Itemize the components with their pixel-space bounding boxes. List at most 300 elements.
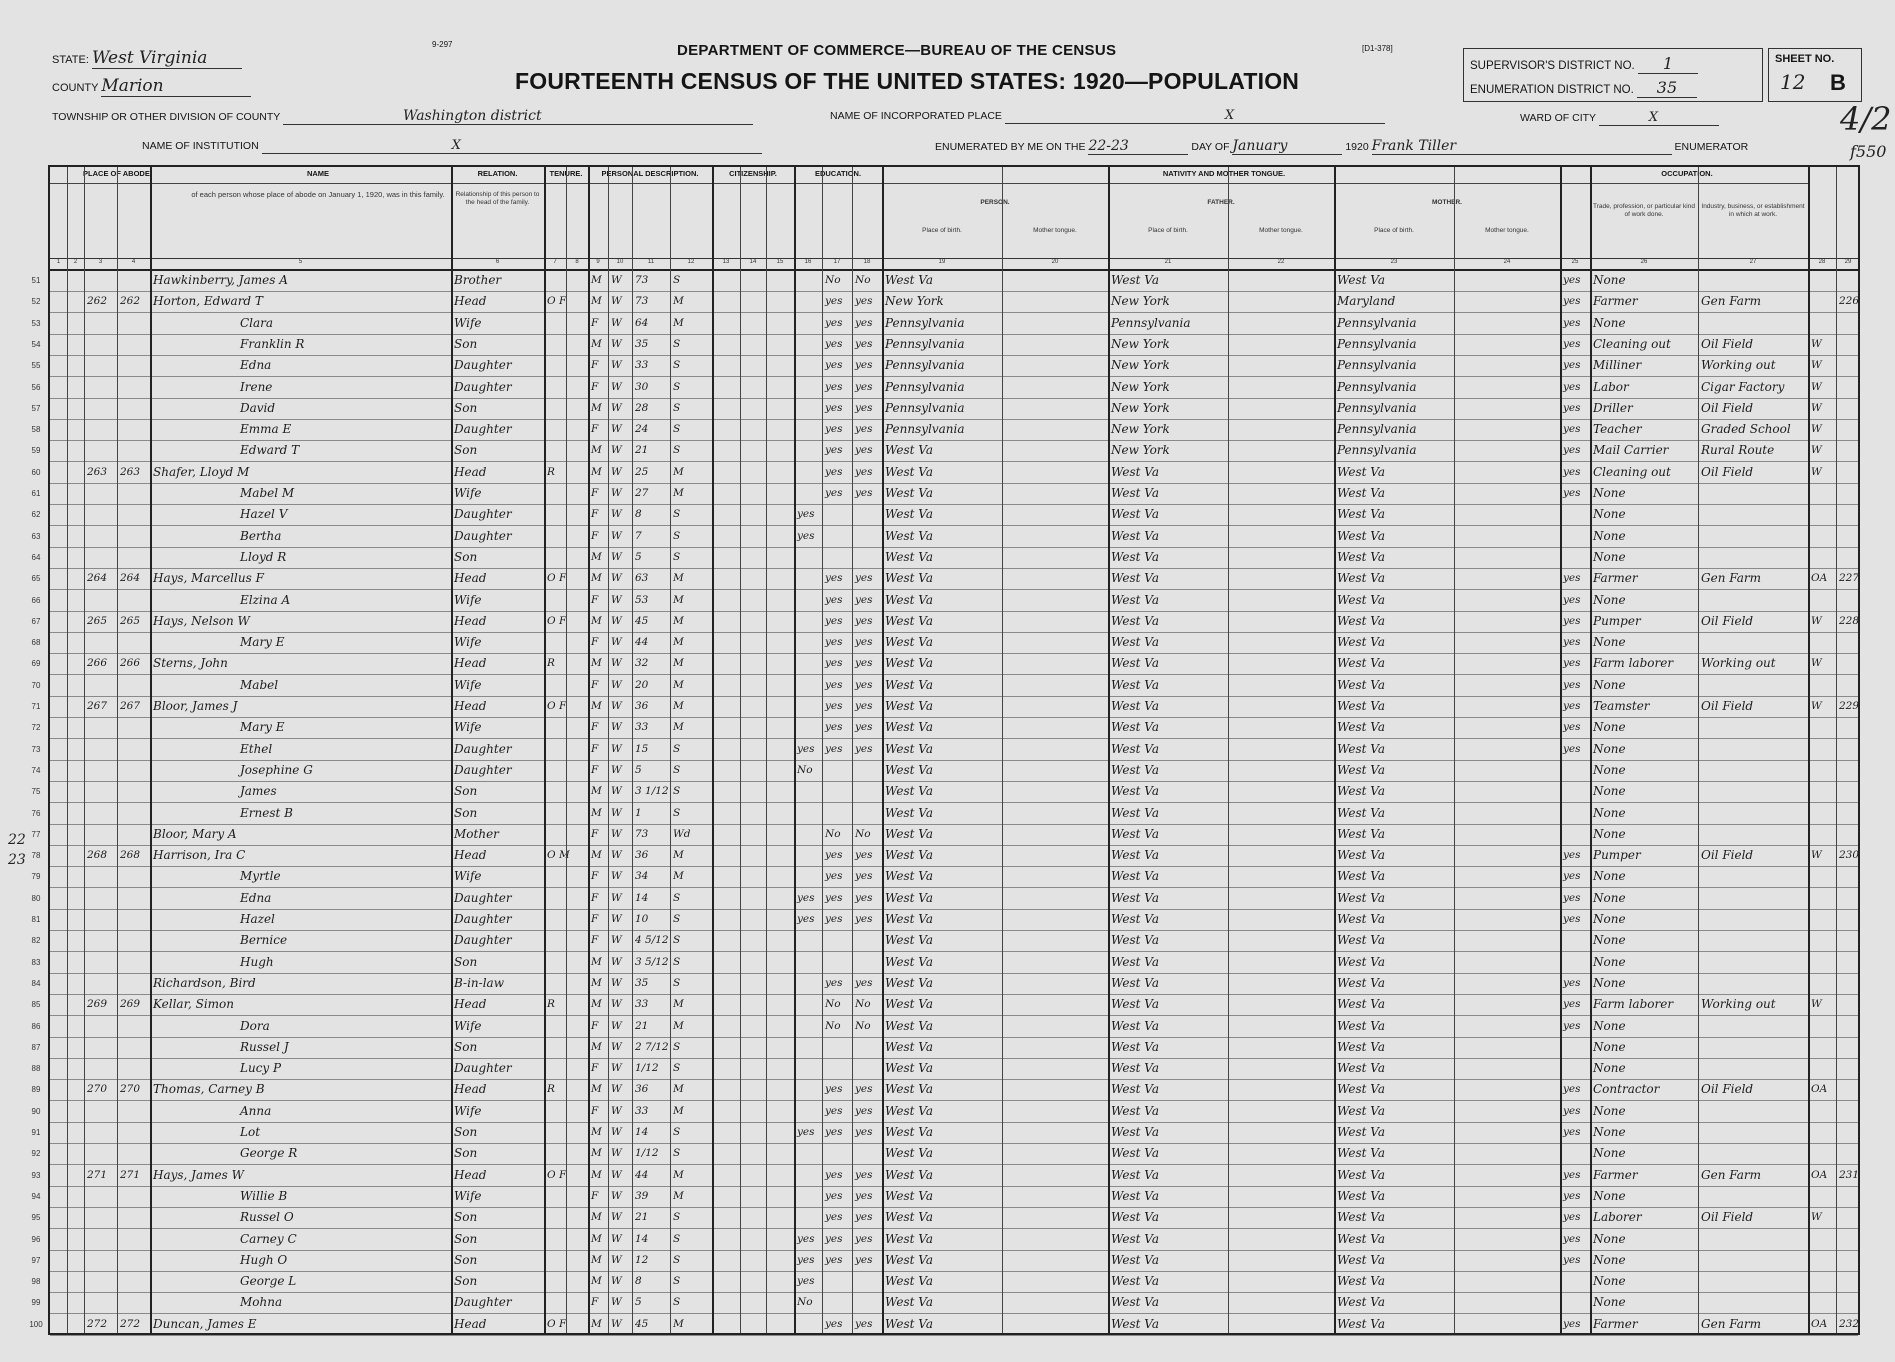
cell-rel: Daughter bbox=[454, 1295, 512, 1310]
cell-race: W bbox=[611, 870, 622, 883]
cell-name: Irene bbox=[240, 379, 273, 394]
table-row bbox=[31, 1037, 1858, 1059]
line-number: 65 bbox=[31, 574, 41, 584]
cell-occ: None bbox=[1593, 486, 1626, 500]
cell-pb: West Va bbox=[885, 592, 933, 607]
cell-eng: yes bbox=[1563, 572, 1581, 585]
line-number: 61 bbox=[31, 489, 41, 498]
line-number: 62 bbox=[31, 510, 41, 520]
cell-race: W bbox=[611, 423, 622, 436]
cell-race: W bbox=[611, 1211, 622, 1224]
cell-pb: New York bbox=[885, 294, 944, 309]
line-number: 100 bbox=[29, 1319, 43, 1329]
cell-eng: yes bbox=[1563, 444, 1581, 457]
cell-age: 28 bbox=[635, 401, 649, 414]
cell-cls: OA bbox=[1811, 572, 1828, 585]
cell-cls: W bbox=[1811, 337, 1822, 350]
column-divider bbox=[740, 167, 741, 1333]
cell-race: W bbox=[611, 401, 622, 414]
sheet-value: 12 bbox=[1780, 70, 1806, 94]
cell-fpb: New York bbox=[1111, 336, 1170, 351]
cell-name: Hazel bbox=[240, 912, 275, 926]
cell-name: Elzina A bbox=[240, 592, 291, 607]
column-divider bbox=[451, 167, 453, 1333]
cell-race: W bbox=[611, 550, 622, 563]
cell-occ: None bbox=[1593, 1295, 1626, 1310]
column-divider bbox=[794, 167, 796, 1333]
head-father: FATHER. bbox=[1207, 199, 1235, 206]
cell-rd: yes bbox=[825, 721, 843, 734]
cell-rel: Son bbox=[454, 1274, 478, 1289]
table-row bbox=[31, 1292, 1858, 1314]
cell-fpb: West Va bbox=[1111, 1039, 1159, 1054]
column-divider bbox=[1698, 167, 1699, 1333]
cell-mar: S bbox=[673, 806, 681, 819]
cell-mar: M bbox=[673, 1189, 684, 1202]
cell-race: W bbox=[611, 465, 622, 478]
cell-race: W bbox=[611, 316, 622, 329]
cell-rel: Head bbox=[454, 294, 487, 309]
cell-wr: yes bbox=[855, 742, 873, 755]
cell-race: W bbox=[611, 849, 622, 862]
cell-occ: Farm laborer bbox=[1593, 656, 1674, 671]
cell-own: R bbox=[547, 465, 555, 478]
cell-occ: Pumper bbox=[1593, 613, 1641, 628]
cell-name: Lucy P bbox=[240, 1061, 282, 1076]
table-row bbox=[31, 1186, 1858, 1208]
line-number: 73 bbox=[31, 744, 41, 754]
head-place-birth-father: Place of birth. bbox=[1148, 227, 1188, 234]
cell-fpb: West Va bbox=[1111, 954, 1159, 969]
cell-mpb: West Va bbox=[1337, 1210, 1385, 1225]
cell-wr: yes bbox=[855, 849, 873, 862]
head-name-desc: of each person whose place of abode on January 1, 1920, was in this family. bbox=[191, 190, 445, 199]
column-number: 29 bbox=[1844, 259, 1852, 265]
cell-wr: No bbox=[855, 274, 871, 286]
cell-rel: Daughter bbox=[454, 528, 512, 543]
cell-mpb: West Va bbox=[1337, 1295, 1385, 1310]
cell-mar: M bbox=[673, 1083, 684, 1096]
cell-race: W bbox=[611, 508, 622, 521]
cell-sex: F bbox=[591, 359, 599, 372]
cell-age: 73 bbox=[635, 295, 649, 308]
cell-wr: yes bbox=[855, 657, 873, 670]
cell-race: W bbox=[611, 1104, 622, 1117]
line-number: 81 bbox=[31, 915, 41, 924]
cell-farm: 229 bbox=[1839, 700, 1860, 712]
table-row bbox=[31, 717, 1858, 739]
cell-name: Hays, Nelson W bbox=[153, 613, 250, 628]
cell-name: Lot bbox=[240, 1125, 261, 1139]
table-row bbox=[31, 1122, 1858, 1144]
cell-mar: S bbox=[673, 1296, 681, 1309]
cell-rd: yes bbox=[825, 295, 843, 308]
cell-age: 32 bbox=[635, 657, 649, 670]
cell-name: Emma E bbox=[240, 422, 292, 437]
cell-sex: M bbox=[591, 444, 602, 457]
cell-eng: yes bbox=[1563, 721, 1581, 734]
cell-age: 7 bbox=[635, 529, 642, 542]
cell-fpb: West Va bbox=[1111, 273, 1159, 287]
cell-sch: yes bbox=[797, 1253, 815, 1266]
group-place-of-abode: PLACE OF ABODE. bbox=[50, 169, 185, 184]
cell-pb: West Va bbox=[885, 720, 933, 735]
cell-ind: Working out bbox=[1701, 358, 1776, 373]
cell-name: Ethel bbox=[240, 741, 273, 756]
cell-fpb: West Va bbox=[1111, 890, 1159, 905]
column-number: 20 bbox=[1051, 259, 1059, 265]
table-row bbox=[31, 845, 1860, 867]
cell-sex: M bbox=[591, 465, 602, 478]
cell-name: Hawkinberry, James A bbox=[153, 273, 288, 287]
cell-pb: West Va bbox=[885, 848, 933, 863]
cell-pb: West Va bbox=[885, 613, 933, 628]
sheet-letter: B bbox=[1830, 70, 1846, 95]
column-divider bbox=[1454, 167, 1455, 1333]
cell-race: W bbox=[611, 763, 622, 776]
cell-pb: West Va bbox=[885, 933, 933, 948]
cell-sex: F bbox=[591, 934, 599, 947]
institution-value: X bbox=[262, 138, 762, 154]
cell-wr: yes bbox=[855, 913, 873, 925]
line-number: 56 bbox=[31, 382, 41, 392]
cell-rel: Head bbox=[454, 848, 487, 863]
table-row bbox=[31, 866, 1858, 888]
corner-mark-lower: f550 bbox=[1850, 142, 1887, 161]
cell-race: W bbox=[611, 614, 622, 627]
cell-mar: M bbox=[673, 572, 684, 585]
table-row bbox=[31, 803, 1858, 825]
cell-age: 15 bbox=[635, 742, 649, 755]
cell-wr: yes bbox=[855, 359, 873, 372]
cell-race: W bbox=[611, 274, 622, 286]
cell-d: 265 bbox=[87, 614, 108, 627]
cell-occ: None bbox=[1593, 677, 1626, 692]
cell-name: Sterns, John bbox=[153, 656, 228, 671]
cell-race: W bbox=[611, 1275, 622, 1288]
head-place-birth-mother: Place of birth. bbox=[1374, 227, 1414, 234]
township-label: TOWNSHIP OR OTHER DIVISION OF COUNTY Washington district bbox=[52, 108, 753, 125]
cell-mpb: West Va bbox=[1337, 933, 1385, 948]
table-row bbox=[29, 1314, 1860, 1336]
table-row bbox=[31, 653, 1858, 675]
cell-rel: Wife bbox=[454, 869, 482, 884]
cell-sex: M bbox=[591, 1317, 602, 1330]
cell-wr: No bbox=[855, 998, 871, 1011]
cell-race: W bbox=[611, 1232, 622, 1245]
cell-occ: Pumper bbox=[1593, 848, 1641, 863]
line-number: 59 bbox=[31, 446, 41, 456]
cell-occ: None bbox=[1593, 1061, 1626, 1076]
cell-wr: yes bbox=[855, 614, 873, 627]
cell-wr: yes bbox=[855, 870, 873, 883]
cell-ind: Oil Field bbox=[1701, 464, 1754, 479]
cell-race: W bbox=[611, 827, 622, 840]
line-number: 86 bbox=[31, 1021, 41, 1031]
table-row bbox=[31, 1016, 1858, 1038]
cell-mar: S bbox=[673, 380, 681, 393]
cell-occ: None bbox=[1593, 1252, 1626, 1267]
line-number: 90 bbox=[31, 1106, 41, 1116]
cell-sex: M bbox=[591, 1232, 602, 1245]
cell-occ: Cleaning out bbox=[1593, 464, 1671, 479]
cell-cls: W bbox=[1811, 359, 1822, 372]
cell-fpb: West Va bbox=[1111, 933, 1159, 948]
cell-pb: West Va bbox=[885, 1188, 933, 1203]
cell-race: W bbox=[611, 742, 622, 755]
group-nativity: NATIVITY AND MOTHER TONGUE. bbox=[882, 169, 1566, 184]
cell-mar: M bbox=[673, 465, 684, 478]
line-number: 55 bbox=[31, 361, 41, 371]
table-row bbox=[31, 462, 1858, 484]
cell-wr: yes bbox=[855, 295, 873, 308]
cell-name: Edna bbox=[240, 890, 272, 905]
column-number: 6 bbox=[495, 259, 500, 265]
cell-occ: None bbox=[1593, 741, 1626, 756]
cell-occ: Farmer bbox=[1593, 1316, 1638, 1331]
cell-rel: Son bbox=[454, 336, 478, 351]
column-number: 14 bbox=[749, 259, 757, 265]
cell-race: W bbox=[611, 529, 622, 542]
cell-mpb: West Va bbox=[1337, 912, 1385, 926]
cell-race: W bbox=[611, 998, 622, 1011]
cell-rel: Daughter bbox=[454, 358, 512, 373]
cell-pb: West Va bbox=[885, 890, 933, 905]
table-row bbox=[31, 973, 1858, 995]
cell-wr: yes bbox=[855, 1211, 873, 1224]
cell-ind: Working out bbox=[1701, 997, 1776, 1012]
table-row bbox=[31, 1271, 1858, 1293]
cell-wr: yes bbox=[855, 487, 873, 499]
cell-name: Harrison, Ira C bbox=[153, 848, 246, 863]
cell-eng: yes bbox=[1563, 678, 1581, 691]
cell-mpb: Pennsylvania bbox=[1337, 336, 1417, 351]
cell-wr: yes bbox=[855, 1126, 873, 1138]
cell-rd: yes bbox=[825, 465, 843, 478]
cell-ind: Cigar Factory bbox=[1701, 379, 1785, 394]
cell-farm: 232 bbox=[1839, 1317, 1860, 1330]
cell-pb: Pennsylvania bbox=[885, 336, 965, 351]
column-number: 27 bbox=[1749, 259, 1757, 265]
cell-pb: West Va bbox=[885, 273, 933, 287]
line-number: 97 bbox=[31, 1255, 41, 1265]
column-number: 11 bbox=[647, 259, 655, 265]
line-number: 84 bbox=[31, 978, 41, 988]
cell-eng: yes bbox=[1563, 1189, 1581, 1202]
cell-pb: West Va bbox=[885, 1018, 933, 1033]
cell-occ: None bbox=[1593, 762, 1626, 777]
column-number: 16 bbox=[804, 259, 812, 265]
cell-fpb: West Va bbox=[1111, 613, 1159, 628]
cell-age: 64 bbox=[635, 316, 649, 329]
cell-mpb: West Va bbox=[1337, 656, 1385, 671]
cell-age: 33 bbox=[635, 721, 649, 734]
cell-mpb: West Va bbox=[1337, 826, 1385, 841]
head-mother-tongue-mother: Mother tongue. bbox=[1485, 227, 1529, 234]
cell-age: 36 bbox=[635, 1083, 649, 1096]
cell-mpb: West Va bbox=[1337, 1146, 1385, 1161]
cell-name: Mary E bbox=[240, 635, 285, 650]
cell-sch: yes bbox=[797, 1275, 815, 1288]
cell-mpb: West Va bbox=[1337, 507, 1385, 522]
cell-name: Anna bbox=[240, 1103, 272, 1118]
cell-pb: West Va bbox=[885, 1316, 933, 1331]
cell-mar: M bbox=[673, 636, 684, 649]
cell-rel: Son bbox=[454, 954, 478, 969]
cell-sex: M bbox=[591, 849, 602, 862]
cell-sex: F bbox=[591, 870, 599, 883]
cell-rel: Son bbox=[454, 805, 478, 820]
cell-occ: None bbox=[1593, 975, 1626, 990]
cell-name: Duncan, James E bbox=[153, 1316, 257, 1331]
cell-ind: Oil Field bbox=[1701, 699, 1754, 713]
line-number: 76 bbox=[31, 808, 41, 818]
cell-d: 262 bbox=[87, 295, 108, 308]
supervisor-value: 1 bbox=[1638, 54, 1698, 74]
cell-wr: No bbox=[855, 1019, 871, 1032]
head-industry: Industry, business, or establishment in which at work. bbox=[1701, 203, 1805, 218]
cell-mar: Wd bbox=[673, 827, 691, 840]
cell-fpb: West Va bbox=[1111, 762, 1159, 777]
column-divider bbox=[712, 167, 714, 1333]
column-divider bbox=[822, 167, 823, 1333]
cell-age: 8 bbox=[635, 508, 642, 521]
cell-race: W bbox=[611, 444, 622, 457]
column-divider bbox=[882, 167, 884, 1333]
cell-d: 266 bbox=[87, 657, 108, 670]
line-number: 83 bbox=[31, 957, 41, 967]
cell-mar: S bbox=[673, 1253, 681, 1266]
cell-wr: yes bbox=[855, 337, 873, 350]
page-title: FOURTEENTH CENSUS OF THE UNITED STATES: 1920—POPULATION bbox=[515, 68, 1300, 94]
line-number: 52 bbox=[31, 297, 41, 307]
column-divider bbox=[1334, 167, 1336, 1333]
cell-fpb: West Va bbox=[1111, 1061, 1159, 1076]
cell-fpb: West Va bbox=[1111, 826, 1159, 841]
cell-sex: F bbox=[591, 593, 599, 606]
cell-ind: Gen Farm bbox=[1701, 571, 1762, 586]
cell-mar: S bbox=[673, 1232, 681, 1245]
enumeration-district-value: 35 bbox=[1637, 78, 1697, 98]
cell-age: 1/12 bbox=[635, 1147, 659, 1160]
cell-pb: West Va bbox=[885, 1167, 933, 1182]
cell-sex: F bbox=[591, 891, 599, 904]
cell-wr: yes bbox=[855, 1232, 873, 1245]
cell-mar: M bbox=[673, 700, 684, 712]
cell-mpb: West Va bbox=[1337, 997, 1385, 1012]
cell-name: Hays, James W bbox=[153, 1167, 244, 1182]
cell-sex: F bbox=[591, 636, 599, 649]
cell-rd: yes bbox=[825, 593, 843, 606]
line-number: 95 bbox=[31, 1213, 41, 1223]
line-number: 99 bbox=[31, 1298, 41, 1308]
line-number: 77 bbox=[31, 829, 41, 839]
cell-occ: None bbox=[1593, 507, 1626, 522]
cell-pb: West Va bbox=[885, 975, 933, 990]
cell-mar: S bbox=[673, 1126, 681, 1138]
cell-rd: yes bbox=[825, 359, 843, 372]
cell-rel: Son bbox=[454, 400, 478, 415]
cell-occ: None bbox=[1593, 273, 1626, 287]
cell-cls: W bbox=[1811, 444, 1822, 457]
cell-wr: yes bbox=[855, 593, 873, 606]
cell-name: Shafer, Lloyd M bbox=[153, 464, 250, 479]
cell-rd: yes bbox=[825, 913, 843, 925]
cell-mar: S bbox=[673, 955, 681, 968]
cell-mar: M bbox=[673, 1317, 684, 1330]
cell-mar: S bbox=[673, 423, 681, 436]
cell-mar: M bbox=[673, 849, 684, 862]
cell-rd: yes bbox=[825, 1104, 843, 1117]
cell-sex: F bbox=[591, 1019, 599, 1032]
cell-wr: yes bbox=[855, 891, 873, 904]
cell-rel: Head bbox=[454, 656, 487, 671]
cell-age: 3 5/12 bbox=[635, 955, 669, 968]
cell-f: 272 bbox=[120, 1317, 141, 1330]
ward-value: X bbox=[1599, 110, 1719, 126]
cell-f: 264 bbox=[120, 572, 141, 585]
cell-race: W bbox=[611, 1296, 622, 1309]
cell-age: 5 bbox=[635, 1296, 642, 1309]
cell-mar: S bbox=[673, 913, 681, 925]
cell-mpb: West Va bbox=[1337, 1316, 1385, 1331]
cell-occ: Contractor bbox=[1593, 1082, 1660, 1097]
cell-sex: M bbox=[591, 1211, 602, 1224]
cell-mpb: Pennsylvania bbox=[1337, 315, 1417, 330]
cell-fpb: West Va bbox=[1111, 656, 1159, 671]
line-number: 91 bbox=[31, 1128, 41, 1137]
column-number: 28 bbox=[1818, 259, 1826, 265]
cell-occ: None bbox=[1593, 315, 1626, 330]
cell-pb: West Va bbox=[885, 912, 933, 926]
table-row bbox=[31, 590, 1858, 612]
cell-mar: M bbox=[673, 295, 684, 308]
cell-ind: Rural Route bbox=[1701, 443, 1775, 458]
cell-mar: S bbox=[673, 1275, 681, 1288]
cell-age: 10 bbox=[635, 913, 649, 925]
cell-farm: 226 bbox=[1839, 295, 1860, 308]
cell-pb: West Va bbox=[885, 549, 933, 564]
cell-wr: yes bbox=[855, 976, 873, 989]
table-row bbox=[31, 696, 1860, 718]
cell-eng: yes bbox=[1563, 316, 1581, 329]
line-number: 98 bbox=[31, 1277, 41, 1287]
cell-name: Hugh O bbox=[240, 1252, 288, 1267]
cell-ind: Gen Farm bbox=[1701, 1316, 1762, 1331]
cell-d: 269 bbox=[87, 998, 108, 1011]
cell-own: O F bbox=[547, 700, 567, 712]
column-number: 22 bbox=[1277, 259, 1285, 265]
cell-rel: Wife bbox=[454, 720, 482, 735]
cell-pb: West Va bbox=[885, 507, 933, 522]
cell-ind: Working out bbox=[1701, 656, 1776, 671]
cell-sex: F bbox=[591, 423, 599, 436]
cell-rel: Daughter bbox=[454, 890, 512, 905]
cell-wr: yes bbox=[855, 1189, 873, 1202]
cell-fpb: West Va bbox=[1111, 1295, 1159, 1310]
cell-pb: West Va bbox=[885, 464, 933, 479]
cell-mpb: West Va bbox=[1337, 592, 1385, 607]
line-number: 68 bbox=[31, 638, 41, 648]
table-row bbox=[31, 611, 1860, 633]
table-row bbox=[31, 291, 1860, 313]
cell-mar: M bbox=[673, 657, 684, 670]
column-number: 12 bbox=[687, 259, 695, 265]
cell-occ: None bbox=[1593, 869, 1626, 884]
table-row bbox=[31, 1165, 1860, 1187]
cell-race: W bbox=[611, 593, 622, 606]
column-number: 23 bbox=[1390, 259, 1398, 265]
